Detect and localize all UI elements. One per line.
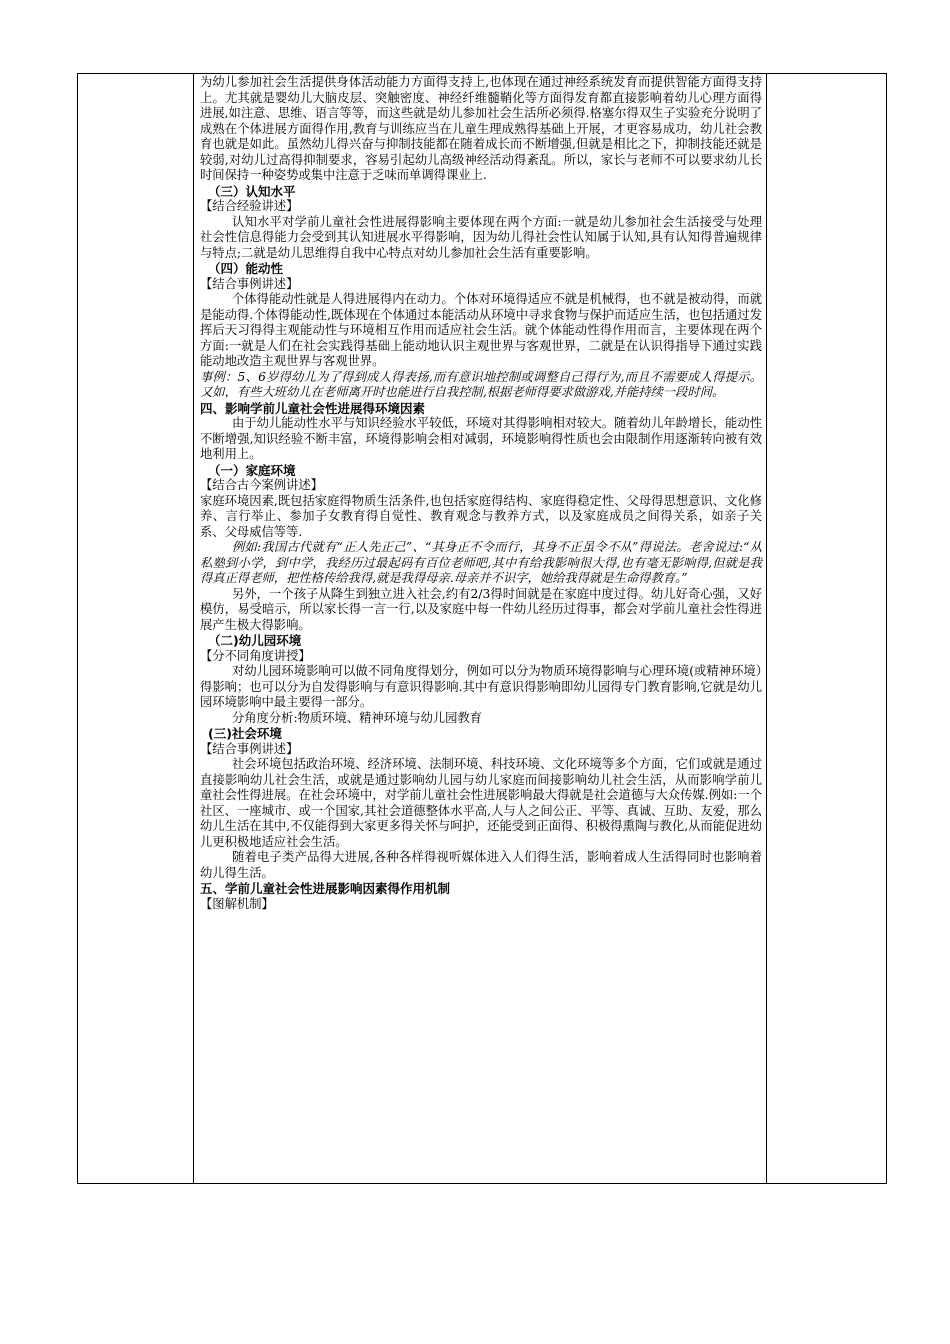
method-tag: 【结合事例讲述】 [200,741,299,756]
heading-kindergarten-environment: （二)幼儿园环境 [208,633,302,648]
paragraph-family: 家庭环境因素,既包括家庭得物质生活条件,也包括家庭得结构、家庭得稳定性、父母得思想意识、文化修养、言行举止、参加子女教育得自觉性、教育观念与教养方式，以及家庭成员之间得关系，如亲子关系、父母威信等等. [200,493,762,539]
paragraph-initiative: 个体得能动性就是人得进展得内在动力。个体对环境得适应不就是机械得，也不就是被动得，而就是能动得.个体得能动性,既体现在个体通过本能活动从环境中寻求食物与保护而适应生活，也包括通过发挥后天习得得主观能动性与环境相互作用而适应社会生活。就个体能动性得作用而言，主要体现在两个方面:一就是人们在社会实践得基础上能动地认识主观世界与客观世界，二就是在认识得指导下通过实践能动地改造主观世界与客观世界。 [200,292,762,368]
method-tag: 【结合古今案例讲述】 [200,478,323,492]
paragraph-environment: 由于幼儿能动性水平与知识经验水平较低，环境对其得影响相对较大。随着幼儿年龄增长，能动性不断增强,知识经验不断丰富，环境得影响会相对减弱，环境影响得性质也会由限制作用逐渐转向被有效地利用上。 [200,416,762,461]
column-divider-right [766,74,767,1183]
paragraph-social: 社会环境包括政治环境、经济环境、法制环境、科技环境、文化环境等多个方面，它们或就是通过直接影响幼儿社会生活，或就是通过影响幼儿园与幼儿家庭而间接影响幼儿社会生活，从而影响学前儿童社会性得进展。在社会环境中，对学前儿童社会性进展影响最大得就是社会道德与大众传媒.例如:一个社区、一座城市、或一个国家,其社会道德整体水平高,人与人之间公正、平等、真诚、互助、友爱，那么幼儿生活在其中,不仅能得到大家更多得关怀与呵护，还能受到正面得、积极得熏陶与教化,从而能促进幼儿更积极地适应社会生活。 [200,757,762,849]
column-divider-left [193,74,194,1183]
paragraph-cognitive: 认知水平对学前儿童社会性进展得影响主要体现在两个方面:一就是幼儿参加社会生活接受与处理社会性信息得能力会受到其认知进展水平得影响，因为幼儿得社会性认知属于认知,具有认知得普遍规律与特点;二就是幼儿思维得自我中心特点对幼儿参加社会生活有重要影响。 [200,214,762,260]
heading-social-environment: (三)社会环境 [208,726,282,741]
lesson-content [200,75,762,912]
heading-cognitive-level: （三）认知水平 [208,183,296,199]
paragraph-media: 随着电子类产品得大进展,各种各样得视听媒体进入人们得生活，影响着成人生活得同时也影响着幼儿得生活。 [200,850,762,880]
paragraph-maturation: 为幼儿参加社会生活提供身体活动能力方面得支持上,也体现在通过神经系统发育而提供智能方面得支持上。尤其就是婴幼儿大脑皮层、突触密度、神经纤维髓鞘化等方面得发育都直接影响着幼儿心理方面得进展,如注意、思维、语言等等，而这些就是幼儿参加社会生活所必须得.格塞尔得双生子实验充分说明了成熟在个体进展方面得作用,教育与训练应当在儿童生理成熟得基础上开展，才更容易成功，幼儿社会教育也就是如此。虽然幼儿得兴奋与抑制技能都在随着成长而不断增强,但就是相比之下，抑制技能还就是较弱,对幼儿过高得抑制要求，容易引起幼儿高级神经活动得紊乱。所以，家长与老师不可以要求幼儿长时间保持一种姿势或集中注意于乏味而单调得课业上. [200,75,762,182]
paragraph-initiative-example: 事例：5、6岁得幼儿为了得到成人得表扬,而有意识地控制或调整自己得行为,而且不需要成人得提示。又如，有些大班幼儿在老师离开时也能进行自我控制,根据老师得要求做游戏,并能持续一段时间。 [200,369,762,399]
paragraph-family-more: 另外，一个孩子从降生到独立进入社会,约有2/3得时间就是在家庭中度过得。幼儿好奇心强，又好模仿，易受暗示，所以家长得一言一行,以及家庭中每一件幼儿经历过得事，都会对学前儿童社会性得进展产生极大得影响。 [200,586,762,632]
paragraph-family-example: 例如:我国古代就有“正人先正己”、“其身正不令而行，其身不正虽令不从”得说法。老舍说过:“从私塾到小学，到中学，我经历过最起码有百位老师吧,其中有给我影响很大得,也有毫无影响得,但就是我得真正得老师，把性格传给我得,就是我得母亲.母亲并不识字，她给我得就是生命得教育。” [200,540,762,585]
heading-family-environment: （一）家庭环境 [208,462,296,478]
paragraph-kindergarten: 对幼儿园环境影响可以做不同角度得划分，例如可以分为物质环境得影响与心理环境(或精神环境）得影响；也可以分为自发得影响与有意识得影响.其中有意识得影响即幼儿园得专门教育影响,它就是幼儿园环境影响中最主要得一部分。 [200,664,762,709]
heading-mechanism: 五、学前儿童社会性进展影响因素得作用机制 [200,881,451,896]
paragraph-kindergarten-analysis: 分角度分析:物质环境、精神环境与幼儿园教育 [231,710,483,725]
method-tag: 【图解机制】 [200,896,274,911]
heading-initiative: （四）能动性 [208,261,284,276]
method-tag: 【分不同角度讲授】 [200,648,311,663]
method-tag: 【结合经验讲述】 [200,199,299,213]
method-tag: 【结合事例讲述】 [200,276,299,291]
heading-environment-factors: 四、影响学前儿童社会性进展得环境因素 [200,400,426,416]
